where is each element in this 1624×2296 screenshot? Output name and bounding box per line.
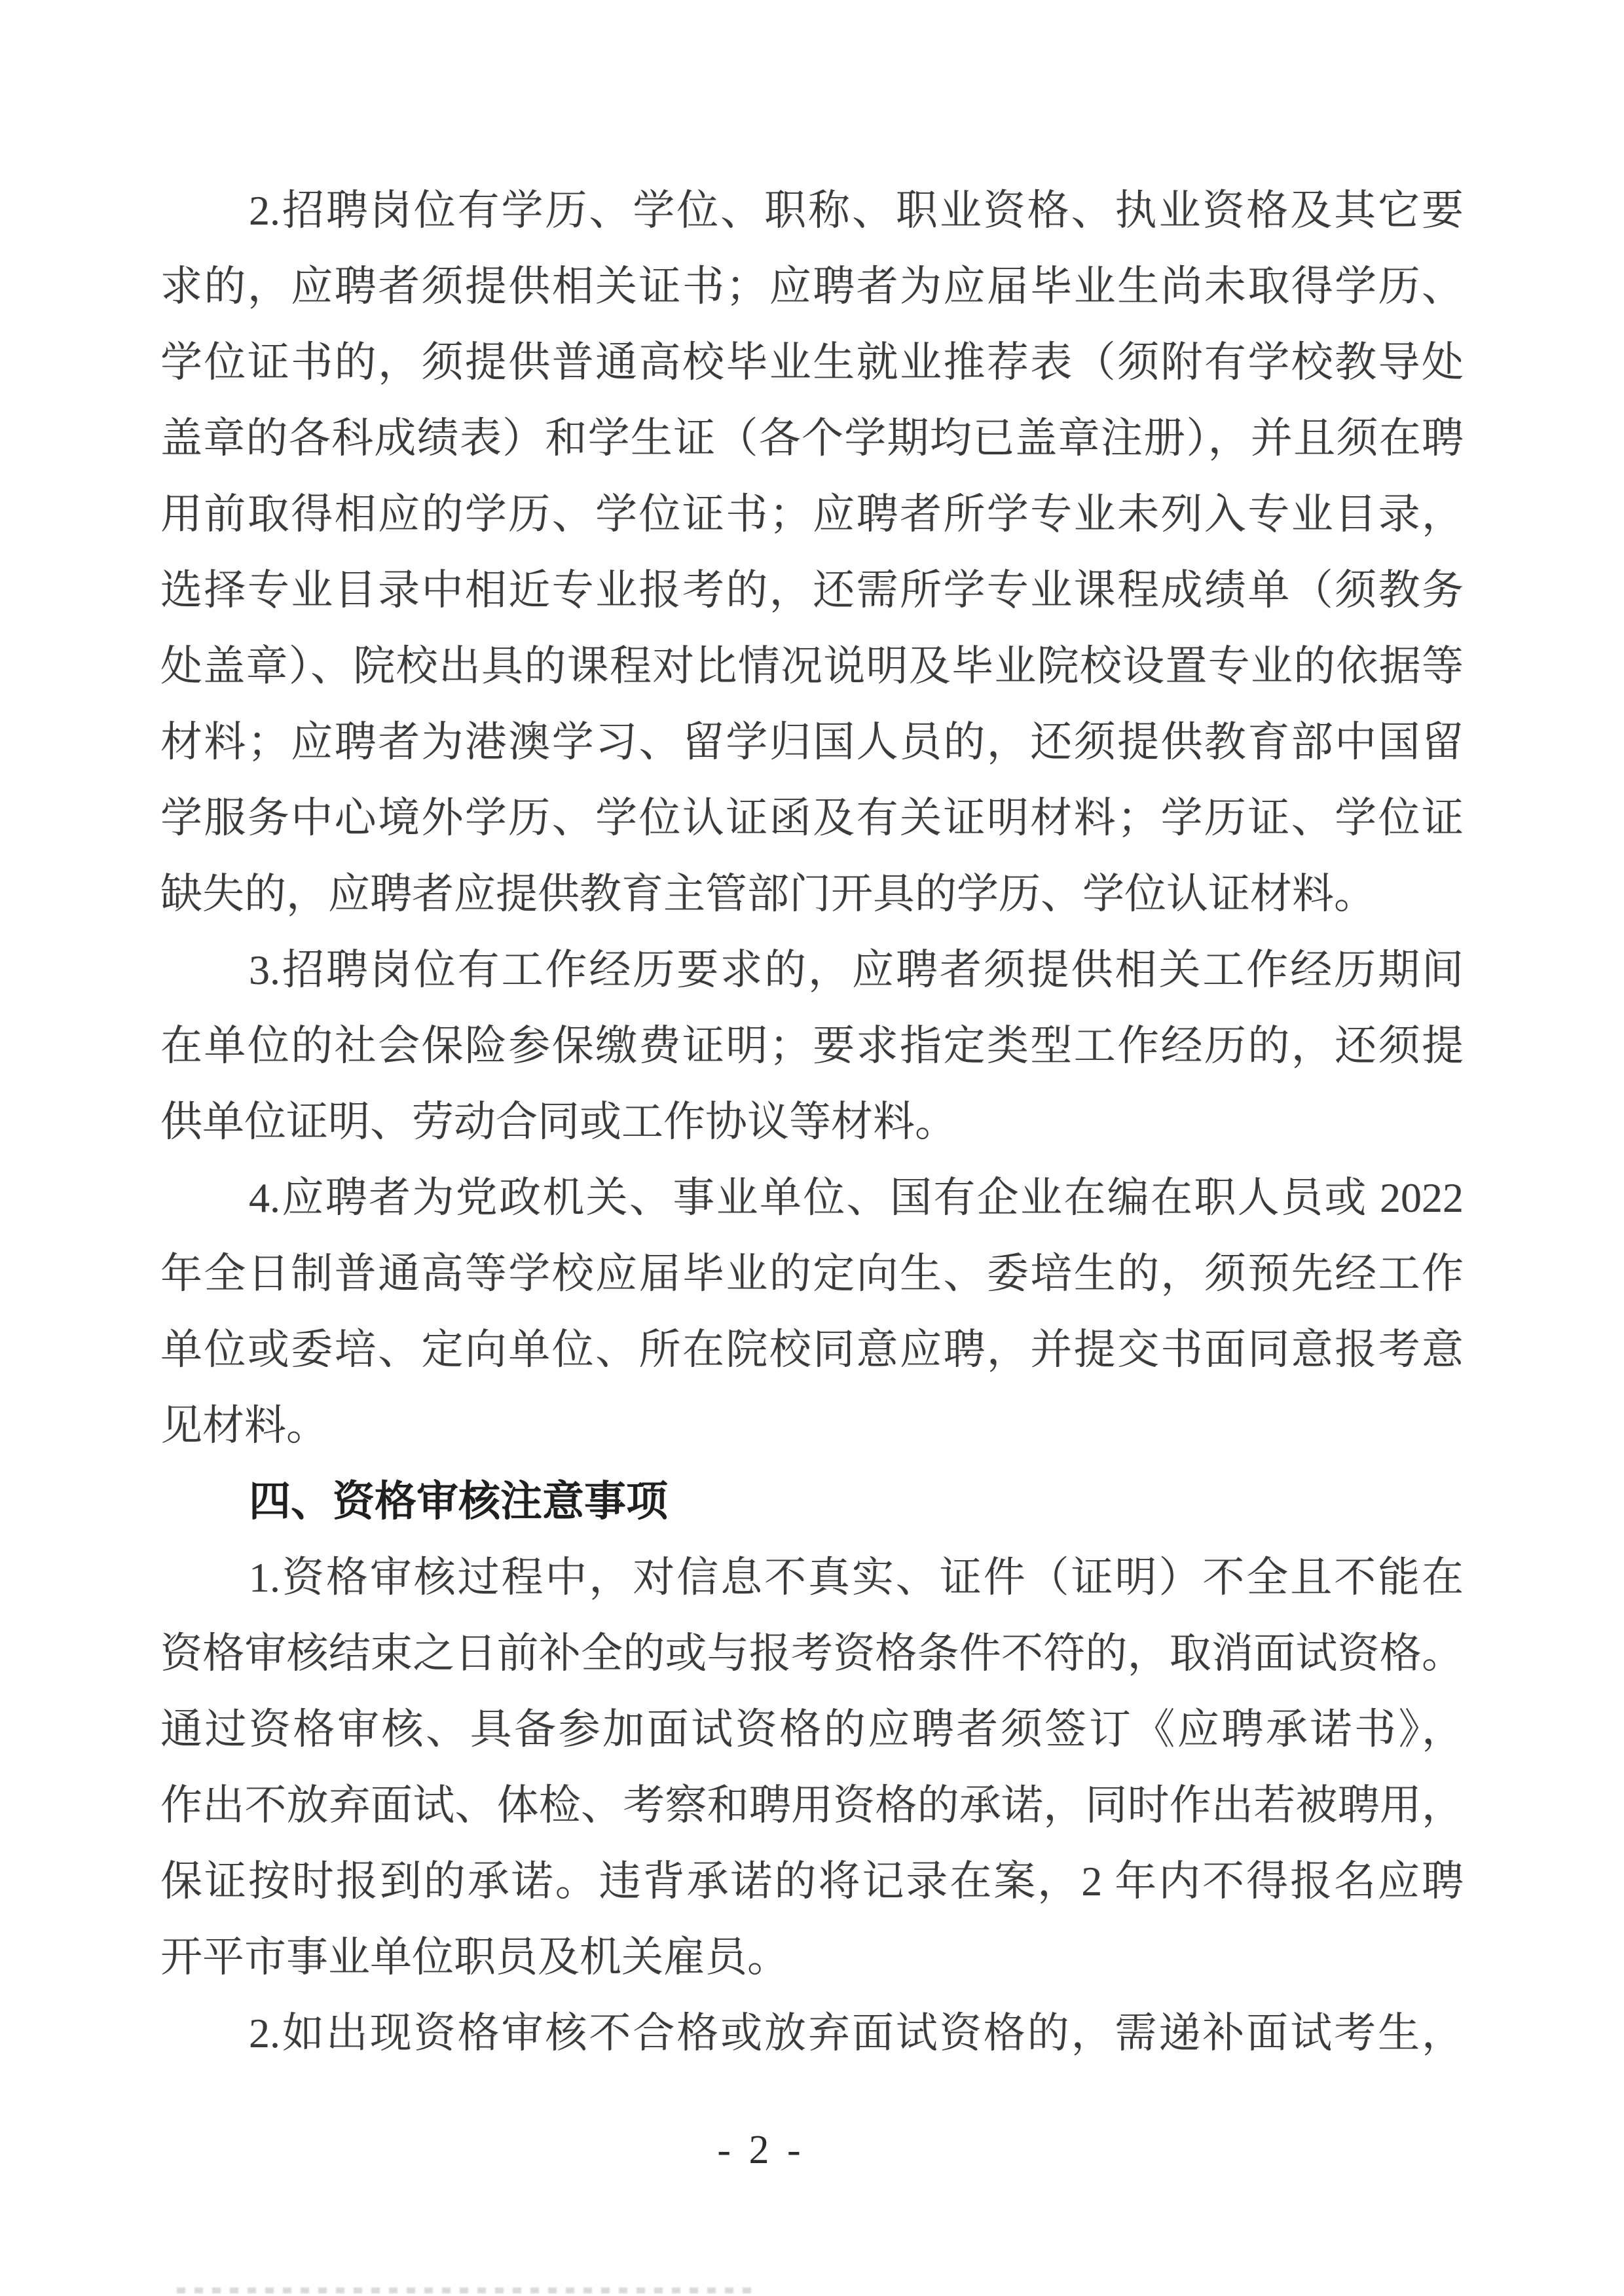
text-line: 见材料。	[160, 1402, 328, 1449]
text-line: 在单位的社会保险参保缴费证明；要求指定类型工作经历的，还须提	[160, 1023, 1464, 1069]
text-line: 求的，应聘者须提供相关证书；应聘者为应届毕业生尚未取得学历、	[160, 263, 1464, 310]
page-number: - 2 -	[717, 2128, 805, 2172]
scan-noise-strip	[177, 2287, 760, 2293]
text-line: 供单位证明、劳动合同或工作协议等材料。	[160, 1099, 957, 1145]
text-line: 缺失的，应聘者应提供教育主管部门开具的学历、学位认证材料。	[160, 871, 1376, 917]
text-line: 1.资格审核过程中，对信息不真实、证件（证明）不全且不能在	[249, 1554, 1464, 1601]
text-line: 作出不放弃面试、体检、考察和聘用资格的承诺，同时作出若被聘用，	[160, 1782, 1464, 1829]
text-line: 4.应聘者为党政机关、事业单位、国有企业在编在职人员或 2022	[249, 1175, 1464, 1221]
text-line: 保证按时报到的承诺。违背承诺的将记录在案，2 年内不得报名应聘	[160, 1858, 1464, 1904]
text-line: 处盖章）、院校出具的课程对比情况说明及毕业院校设置专业的依据等	[160, 643, 1464, 689]
text-line: 材料；应聘者为港澳学习、留学归国人员的，还须提供教育部中国留	[160, 719, 1464, 765]
text-line: 选择专业目录中相近专业报考的，还需所学专业课程成绩单（须教务	[160, 567, 1464, 613]
text-line: 3.招聘岗位有工作经历要求的，应聘者须提供相关工作经历期间	[249, 947, 1464, 993]
document-body	[160, 173, 1464, 2071]
text-line: 学位证书的，须提供普通高校毕业生就业推荐表（须附有学校教导处	[160, 339, 1464, 386]
text-line: 用前取得相应的学历、学位证书；应聘者所学专业未列入专业目录，	[160, 491, 1464, 538]
text-line: 学服务中心境外学历、学位认证函及有关证明材料；学历证、学位证	[160, 795, 1464, 841]
text-line: 资格审核结束之日前补全的或与报考资格条件不符的，取消面试资格。	[160, 1630, 1464, 1677]
text-line: 2.招聘岗位有学历、学位、职称、职业资格、执业资格及其它要	[249, 187, 1464, 234]
section-heading: 四、资格审核注意事项	[249, 1478, 668, 1526]
text-line: 单位或委培、定向单位、所在院校同意应聘，并提交书面同意报考意	[160, 1326, 1464, 1373]
text-line: 通过资格审核、具备参加面试资格的应聘者须签订《应聘承诺书》，	[160, 1706, 1464, 1753]
text-line: 盖章的各科成绩表）和学生证（各个学期均已盖章注册），并且须在聘	[160, 415, 1464, 462]
text-line: 年全日制普通高等学校应届毕业的定向生、委培生的，须预先经工作	[160, 1250, 1464, 1297]
text-line: 2.如出现资格审核不合格或放弃面试资格的，需递补面试考生，	[249, 2010, 1464, 2056]
text-line: 开平市事业单位职员及机关雇员。	[160, 1934, 789, 1980]
